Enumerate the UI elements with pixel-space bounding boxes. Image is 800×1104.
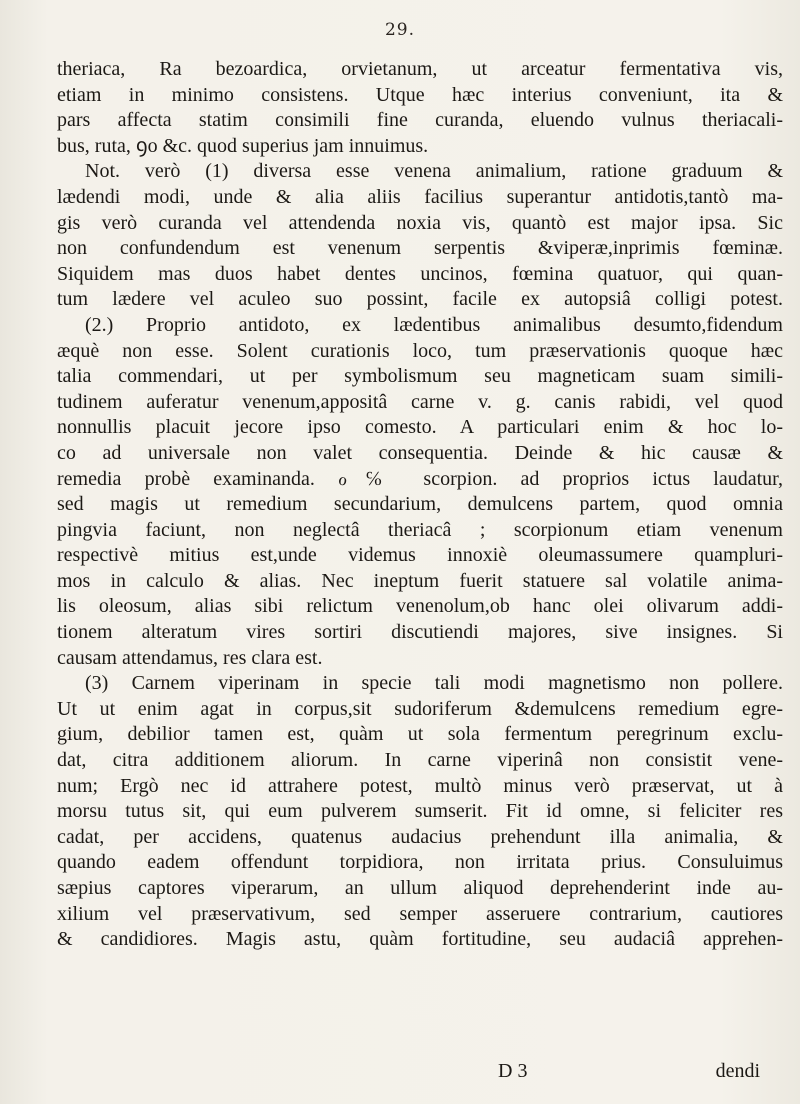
page-footer bbox=[0, 1060, 800, 1088]
text-line: tionem alteratum vires sortiri discutiendi majores, sive insignes. Si bbox=[57, 621, 783, 644]
text-line: quando eadem offendunt torpidiora, non irritata prius. Consuluimus bbox=[57, 851, 783, 874]
text-line: etiam in minimo consistens. Utque hæc interius conveniunt, ita & bbox=[57, 83, 783, 106]
text-line: lis oleosum, alias sibi relictum venenolum,ob hanc olei olivarum addi- bbox=[57, 595, 783, 618]
text-line: mos in calculo & alias. Nec ineptum fuerit statuere sal volatile anima- bbox=[57, 569, 783, 592]
text-line: Not. verò (1) diversa esse venena animalium, ratione graduum & bbox=[85, 160, 783, 183]
text-line: nonnullis placuit jecore ipso comesto. A particulari enim & hoc lo- bbox=[57, 416, 783, 439]
text-line: & candidiores. Magis astu, quàm fortitudine, seu audaciâ apprehen- bbox=[57, 928, 783, 951]
text-line: morsu tutus sit, qui eum pulverem sumserit. Fit id omne, si feliciter res bbox=[57, 800, 783, 823]
text-line: tudinem auferatur venenum,appositâ carne v. g. canis rabidi, vel quod bbox=[57, 390, 783, 413]
text-line: gis verò curanda vel attendenda noxia vis, quantò est major ipsa. Sic bbox=[57, 211, 783, 234]
text-line: (3) Carnem viperinam in specie tali modi magnetismo non pollere. bbox=[85, 672, 783, 695]
text-line: æquè non esse. Solent curationis loco, tum præservationis quoque hæc bbox=[57, 339, 783, 362]
text-line: xilium vel præservativum, sed semper asseruere contrarium, cautiores bbox=[57, 902, 783, 925]
text-line: pingvia faciunt, non neglectâ theriacâ ; scorpionum etiam venenum bbox=[57, 518, 783, 541]
text-line: gium, debilior tamen est, quàm ut sola fermentum peregrinum exclu- bbox=[57, 723, 783, 746]
text-line: sæpius captores viperarum, an ullum aliquod deprehenderint inde au- bbox=[57, 877, 783, 899]
text-line: tum lædere vel aculeo suo possint, facile ex autopsiâ colligi potest. bbox=[57, 288, 783, 311]
text-line: dat, citra additionem aliorum. In carne viperinâ non consistit vene- bbox=[57, 749, 783, 772]
text-line: num; Ergò nec id attrahere potest, multò minus verò præservat, ut à bbox=[57, 774, 783, 797]
text-line: co ad universale non valet consequentia. Deinde & hic causæ & bbox=[57, 441, 783, 464]
body-text bbox=[57, 57, 783, 953]
text-line: Siquidem mas duos habet dentes uncinos, fœmina quatuor, qui quan- bbox=[57, 262, 783, 285]
text-line: respectivè mitius est,unde videmus innoxiè oleumassumere quampluri- bbox=[57, 544, 783, 567]
catchword: dendi bbox=[715, 1060, 760, 1082]
signature-mark: D 3 bbox=[498, 1060, 528, 1082]
text-line: (2.) Proprio antidoto, ex lædentibus animalibus desumto,fidendum bbox=[85, 313, 783, 336]
text-line: bus, ruta, ꝯo &c. quod superius jam innuimus. bbox=[57, 134, 429, 157]
text-line: causam attendamus, res clara est. bbox=[57, 646, 323, 669]
text-line: remedia probè examinanda. ℴ℅ scorpion. ad proprios ictus laudatur, bbox=[57, 467, 783, 490]
text-line: sed magis ut remedium secundarium, demulcens partem, quod omnia bbox=[57, 493, 783, 516]
text-line: cadat, per accidens, quatenus audacius prehendunt illa animalia, & bbox=[57, 825, 783, 848]
text-line: talia commendari, ut per symbolismum seu magneticam suam simili- bbox=[57, 365, 783, 388]
text-line: pars affecta statim consimili fine curanda, eluendo vulnus theriacali- bbox=[57, 109, 783, 132]
text-line: non confundendum est venenum serpentis &viperæ,inprimis fœminæ. bbox=[57, 237, 783, 260]
text-line: Ut ut enim agat in corpus,sit sudoriferum &demulcens remedium egre- bbox=[57, 697, 783, 720]
page-number: 29. bbox=[384, 20, 416, 40]
text-line: lædendi modi, unde & alia aliis facilius superantur antidotis,tantò ma- bbox=[57, 185, 783, 208]
text-line: theriaca, Ra bezoardica, orvietanum, ut arceatur fermentativa vis, bbox=[57, 58, 783, 80]
